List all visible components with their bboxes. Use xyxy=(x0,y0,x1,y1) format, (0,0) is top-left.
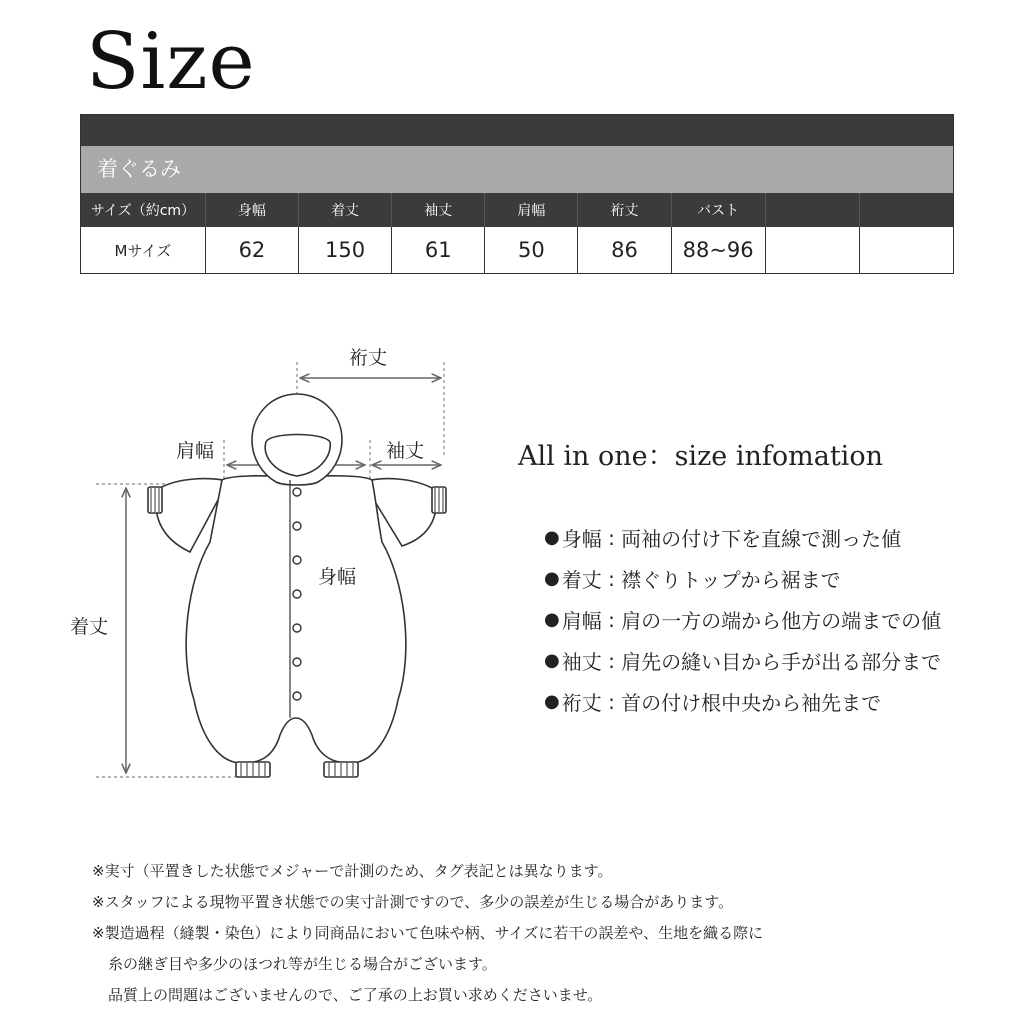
legend-desc: 両袖の付け下を直線で測った値 xyxy=(621,527,902,551)
table-cell: 88~96 xyxy=(671,227,765,273)
measurement-legend xyxy=(544,517,941,722)
bullet-icon: ● xyxy=(544,609,560,630)
table-cell xyxy=(765,227,859,273)
note-line: ※スタッフによる現物平置き状態での実寸計測ですので、多少の誤差が生じる場合があります。 xyxy=(92,893,734,911)
table-row xyxy=(81,227,953,273)
legend-separator: : xyxy=(601,525,622,550)
list-item xyxy=(544,558,941,599)
table-cell xyxy=(859,227,953,273)
legend-separator: : xyxy=(601,648,622,673)
page-title: Size xyxy=(86,17,256,107)
legend-name: 着丈 xyxy=(561,568,602,592)
table-cell: 50 xyxy=(484,227,577,273)
table-header-cell xyxy=(765,193,859,227)
label-katahaba: 肩幅 xyxy=(176,440,215,462)
label-sodetake: 袖丈 xyxy=(386,440,425,462)
list-item xyxy=(544,681,941,722)
garment-drawing xyxy=(0,330,520,800)
bullet-icon: ● xyxy=(544,568,560,589)
bullet-icon: ● xyxy=(544,691,560,712)
table-header-cell: 身幅 xyxy=(205,193,298,227)
table-header-cell: 肩幅 xyxy=(484,193,577,227)
legend-name: 肩幅 xyxy=(561,609,602,633)
garment-diagram xyxy=(0,330,520,800)
table-category: 着ぐるみ xyxy=(81,146,953,193)
table-cell: 62 xyxy=(205,227,298,273)
size-table xyxy=(80,114,954,274)
label-kitake: 着丈 xyxy=(70,616,109,638)
list-item xyxy=(544,599,941,640)
table-top-band xyxy=(81,115,953,146)
table-cell: 61 xyxy=(391,227,484,273)
notes xyxy=(92,856,763,1011)
table-header-cell: サイズ（約cm） xyxy=(90,203,196,219)
list-item xyxy=(544,640,941,681)
legend-separator: : xyxy=(601,566,622,591)
table-cell: Mサイズ xyxy=(114,241,172,260)
legend-separator: : xyxy=(601,689,622,714)
table-cell: 150 xyxy=(298,227,391,273)
info-title: All in one：size infomation xyxy=(518,441,883,472)
legend-desc: 肩先の縫い目から手が出る部分まで xyxy=(621,650,942,674)
note-line: 品質上の問題はございませんので、ご了承の上お買い求めくださいませ。 xyxy=(108,986,603,1004)
legend-name: 身幅 xyxy=(561,527,602,551)
label-yukitake: 裄丈 xyxy=(349,347,388,369)
note-line: ※製造過程（縫製・染色）により同商品において色味や柄、サイズに若干の誤差や、生地を織る際に xyxy=(92,924,764,942)
legend-name: 袖丈 xyxy=(561,650,602,674)
bullet-icon: ● xyxy=(544,650,560,671)
table-header-cell xyxy=(859,193,953,227)
table-header-cell: 裄丈 xyxy=(577,193,670,227)
legend-separator: : xyxy=(601,607,622,632)
note-line: 糸の継ぎ目や多少のほつれ等が生じる場合がございます。 xyxy=(108,955,497,973)
table-cell: 86 xyxy=(577,227,670,273)
table-header-cell: 袖丈 xyxy=(391,193,484,227)
bullet-icon: ● xyxy=(544,527,560,548)
label-mihaba: 身幅 xyxy=(318,566,357,588)
table-header-cell: 着丈 xyxy=(298,193,391,227)
legend-desc: 首の付け根中央から袖先まで xyxy=(621,691,882,715)
list-item xyxy=(544,517,941,558)
legend-desc: 襟ぐりトップから裾まで xyxy=(621,568,841,592)
note-line: ※実寸（平置きした状態でメジャーで計測のため、タグ表記とは異なります。 xyxy=(92,862,613,880)
table-header-cell: バスト xyxy=(671,193,765,227)
table-header-row xyxy=(81,193,953,227)
legend-name: 裄丈 xyxy=(561,691,602,715)
legend-desc: 肩の一方の端から他方の端までの値 xyxy=(621,609,942,633)
